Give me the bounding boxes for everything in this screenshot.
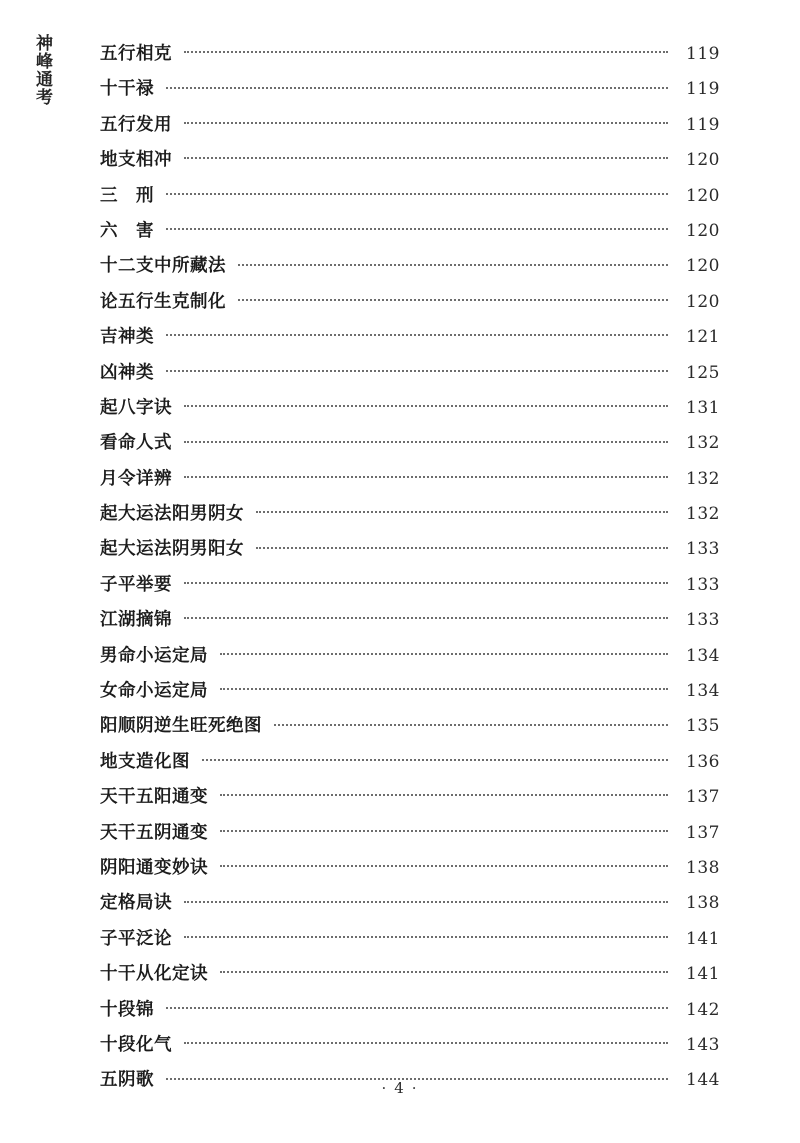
toc-entry[interactable] [100,996,720,1031]
toc-entry-title: 起大运法阴男阳女 [100,539,244,560]
toc-entry[interactable] [100,677,720,712]
toc-entry-title: 吉神类 [100,327,154,348]
toc-entry[interactable] [100,500,720,535]
toc-entry-title: 五阴歌 [100,1070,154,1091]
toc-entry[interactable] [100,925,720,960]
toc-entry-leader-dots [184,395,668,413]
toc-entry[interactable] [100,535,720,570]
toc-entry-page-number: 133 [686,610,720,631]
toc-entry-page-number: 144 [686,1070,720,1091]
toc-entry-page-number: 141 [686,964,720,985]
toc-entry-page-number: 143 [686,1034,720,1055]
toc-entry-leader-dots [184,112,668,130]
toc-entry-page-number: 137 [686,822,720,843]
toc-entry[interactable] [100,642,720,677]
toc-entry-page-number: 120 [686,220,720,241]
toc-entry-leader-dots [184,148,668,166]
toc-entry-title: 子平泛论 [100,928,172,949]
toc-entry-leader-dots [184,891,668,909]
toc-entry-leader-dots [184,608,668,626]
toc-entry[interactable] [100,288,720,323]
toc-entry-leader-dots [256,537,668,555]
toc-entry-leader-dots [274,714,668,732]
toc-entry-title: 十二支中所藏法 [100,256,226,277]
toc-entry-title: 阳顺阴逆生旺死绝图 [100,716,262,737]
footer-page-number: 4 [394,1079,406,1097]
toc-entry-page-number: 133 [686,574,720,595]
toc-entry-page-number: 132 [686,504,720,525]
toc-entry[interactable] [100,40,720,75]
toc-entry-title: 十段锦 [100,999,154,1020]
toc-entry-title: 女命小运定局 [100,681,208,702]
toc-entry-title: 江湖摘锦 [100,610,172,631]
toc-entry[interactable] [100,182,720,217]
toc-entry-page-number: 141 [686,928,720,949]
toc-entry-leader-dots [166,218,668,236]
toc-entry[interactable] [100,75,720,110]
toc-entry-leader-dots [220,679,668,697]
toc-entry-leader-dots [184,926,668,944]
footer-right-dot: · [411,1079,419,1097]
toc-entry-leader-dots [220,785,668,803]
toc-entry-title: 地支造化图 [100,751,190,772]
toc-entry[interactable] [100,1031,720,1066]
toc-entry[interactable] [100,394,720,429]
toc-entry-title: 看命人式 [100,433,172,454]
toc-entry-title: 起大运法阳男阴女 [100,504,244,525]
toc-entry-page-number: 119 [686,114,720,135]
toc-entry-title: 十段化气 [100,1034,172,1055]
toc-entry-leader-dots [184,1032,668,1050]
toc-entry-title: 天干五阴通变 [100,822,208,843]
toc-entry[interactable] [100,252,720,287]
toc-entry-title: 五行相克 [100,44,172,64]
toc-entry[interactable] [100,429,720,464]
toc-entry[interactable] [100,960,720,995]
toc-entry-title: 男命小运定局 [100,645,208,666]
toc-entry-leader-dots [166,997,668,1015]
toc-entry-page-number: 121 [686,327,720,348]
toc-entry-page-number: 131 [686,397,720,418]
toc-entry-page-number: 133 [686,539,720,560]
toc-entry-leader-dots [184,431,668,449]
toc-entry[interactable] [100,465,720,500]
toc-entry-leader-dots [202,749,668,767]
toc-entry[interactable] [100,819,720,854]
toc-entry-page-number: 120 [686,150,720,171]
toc-entry-page-number: 125 [686,362,720,383]
toc-entry-page-number: 119 [686,44,720,64]
toc-entry-leader-dots [220,643,668,661]
toc-entry-leader-dots [166,360,668,378]
toc-entry-title: 阴阳通变妙诀 [100,857,208,878]
toc-entry-leader-dots [166,325,668,343]
toc-entry-page-number: 138 [686,857,720,878]
toc-entry[interactable] [100,889,720,924]
toc-entry-title: 三 刑 [100,185,154,206]
toc-entry[interactable] [100,748,720,783]
table-of-contents [100,40,720,1102]
toc-entry-title: 论五行生克制化 [100,291,226,312]
toc-entry-leader-dots [220,820,668,838]
toc-entry[interactable] [100,571,720,606]
toc-entry-title: 十干从化定诀 [100,964,208,985]
toc-entry-title: 地支相冲 [100,150,172,171]
toc-entry-title: 天干五阳通变 [100,787,208,808]
toc-entry-leader-dots [166,77,668,95]
toc-entry[interactable] [100,146,720,181]
toc-entry-leader-dots [238,289,668,307]
toc-entry-page-number: 142 [686,999,720,1020]
toc-entry-page-number: 137 [686,787,720,808]
toc-entry-page-number: 132 [686,433,720,454]
toc-entry[interactable] [100,712,720,747]
toc-entry-page-number: 120 [686,256,720,277]
toc-entry-title: 十干禄 [100,79,154,100]
toc-entry-page-number: 135 [686,716,720,737]
toc-entry-page-number: 134 [686,681,720,702]
toc-entry-page-number: 134 [686,645,720,666]
toc-entry-page-number: 119 [686,79,720,100]
toc-entry-leader-dots [220,962,668,980]
toc-entry-leader-dots [256,502,668,520]
toc-entry-leader-dots [184,466,668,484]
toc-entry-title: 子平举要 [100,574,172,595]
toc-entry-title: 六 害 [100,220,154,241]
footer-left-dot: · [381,1079,389,1097]
toc-entry-title: 五行发用 [100,114,172,135]
toc-entry[interactable] [100,217,720,252]
toc-entry-leader-dots [238,254,668,272]
toc-entry-title: 凶神类 [100,362,154,383]
toc-entry[interactable] [100,359,720,394]
toc-entry-title: 起八字诀 [100,397,172,418]
toc-entry-leader-dots [220,855,668,873]
toc-entry-leader-dots [166,183,668,201]
toc-entry-page-number: 136 [686,751,720,772]
toc-entry[interactable] [100,854,720,889]
toc-entry-page-number: 120 [686,185,720,206]
toc-entry-title: 定格局诀 [100,893,172,914]
toc-entry-page-number: 120 [686,291,720,312]
toc-entry[interactable] [100,111,720,146]
toc-entry-leader-dots [184,572,668,590]
toc-entry-page-number: 132 [686,468,720,489]
page-footer [0,1079,800,1097]
toc-entry[interactable] [100,323,720,358]
toc-entry[interactable] [100,783,720,818]
toc-entry-page-number: 138 [686,893,720,914]
toc-entry[interactable] [100,606,720,641]
toc-entry-leader-dots [184,42,668,60]
book-spine-title: 神峰通考 [32,34,52,106]
toc-entry-title: 月令详辨 [100,468,172,489]
